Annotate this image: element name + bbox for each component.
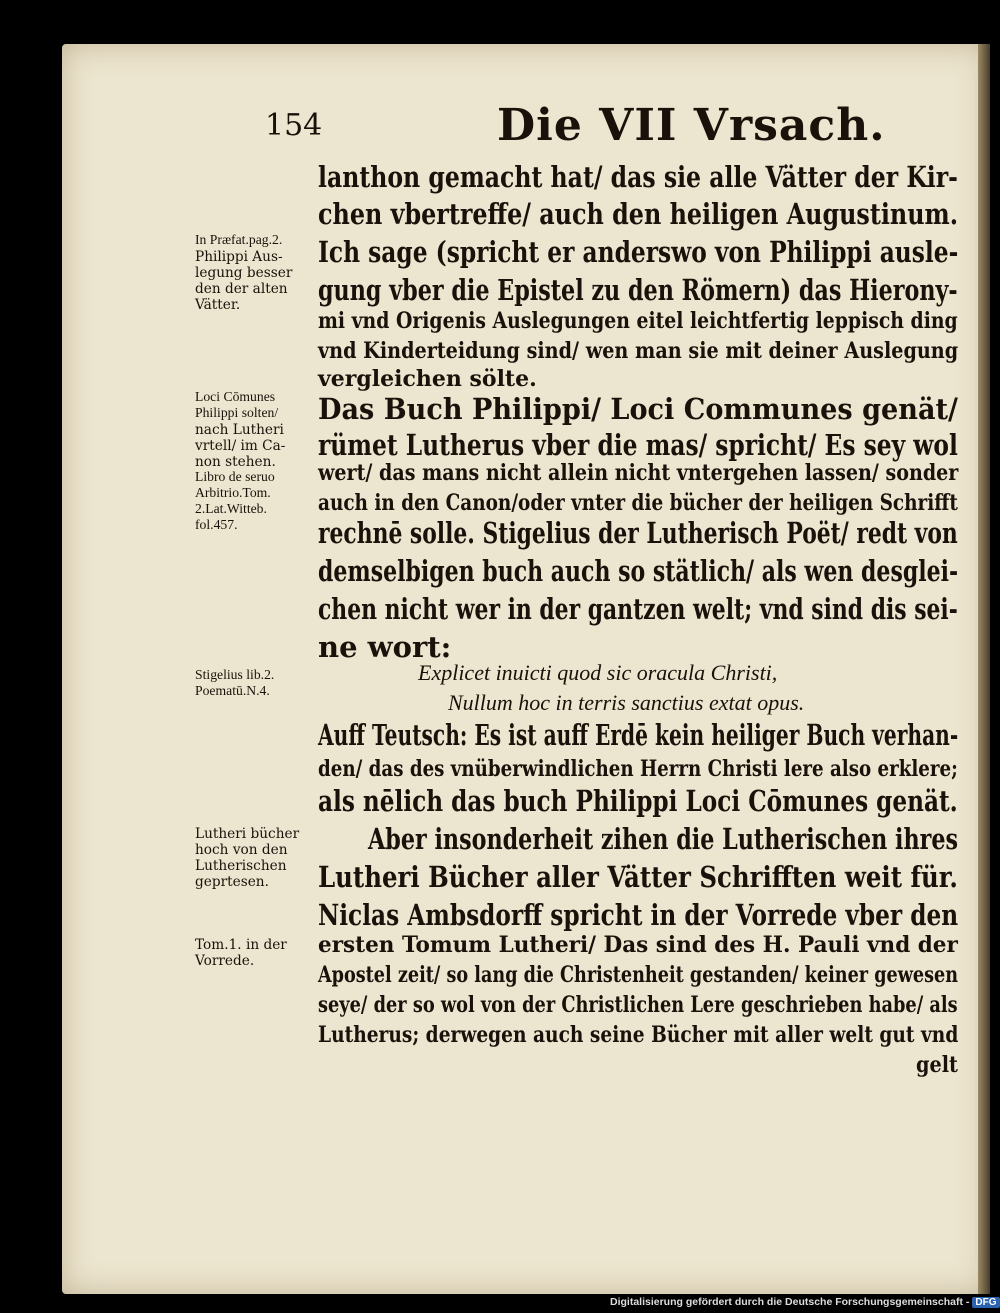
text-line: mi vnd Origenis Auslegungen eitel leichtfertig leppisch ding <box>318 308 958 334</box>
dfg-logo: DFG <box>972 1297 999 1308</box>
running-header: Die VII Vrsach. <box>497 100 886 151</box>
text-line: Aber insonderheit zihen die Lutherischen ihres <box>368 822 959 856</box>
page-number: 154 <box>265 108 323 143</box>
text-line: wert/ das mans nicht allein nicht vntergehen lassen/ sonder <box>318 460 959 486</box>
margin-note <box>195 668 320 700</box>
text-line: auch in den Canon/oder vnter die bücher der heiligen Schrifft <box>318 490 958 516</box>
text-line: Das Buch Philippi/ Loci Communes genät/ <box>318 392 958 426</box>
latin-verse: Explicet inuicti quod sic oracula Christi, <box>418 660 778 685</box>
text-line: chen nicht wer in der gantzen welt; vnd sind dis sei- <box>318 592 958 626</box>
margin-note <box>195 937 320 969</box>
text-line: ne wort: <box>318 630 452 664</box>
margin-note-line: In Præfat.pag.2. <box>195 233 283 248</box>
margin-note <box>195 826 320 890</box>
margin-note-line: Poematū.N.4. <box>195 684 270 699</box>
margin-note <box>195 390 320 534</box>
text-line: Niclas Ambsdorff spricht in der Vorrede vber den <box>318 898 959 932</box>
text-line: Lutherus; derwegen auch seine Bücher mit aller welt gut vnd <box>318 1022 959 1048</box>
margin-note-line: legung besser <box>195 265 293 281</box>
text-line: Ich sage (spricht er anderswo von Philippi ausle- <box>318 235 959 269</box>
latin-verse: Nullum hoc in terris sanctius extat opus. <box>448 690 805 715</box>
text-line: demselbigen buch auch so stätlich/ als wen desglei- <box>318 554 959 588</box>
text-line: Apostel zeit/ so lang die Christenheit gestanden/ keiner gewesen <box>318 962 959 988</box>
text-line: rümet Lutherus vber die mas/ spricht/ Es sey wol <box>318 428 958 462</box>
catchword: gelt <box>916 1052 958 1078</box>
margin-note-line: hoch von den <box>195 842 288 858</box>
footer-text: Digitalisierung gefördert durch die Deutsche Forschungsgemeinschaft - <box>610 1296 970 1308</box>
text-line: als nēlich das buch Philippi Loci Cōmunes genät. <box>318 784 958 818</box>
margin-note-line: Libro de seruo <box>195 470 275 485</box>
margin-note-line: Lutheri bücher <box>195 826 300 842</box>
margin-note-line: geprtesen. <box>195 874 269 890</box>
margin-note-line: fol.457. <box>195 518 238 533</box>
margin-note-line: vrtell/ im Ca- <box>195 438 286 454</box>
digitization-footer <box>610 1296 1000 1308</box>
text-line: lanthon gemacht hat/ das sie alle Vätter der Kir- <box>318 160 958 194</box>
margin-note-line: Philippi Aus- <box>195 249 283 265</box>
text-line: vergleichen sölte. <box>318 366 537 392</box>
text-line: gung vber die Epistel zu den Römern) das Hierony- <box>318 273 958 307</box>
margin-note-line: Arbitrio.Tom. <box>195 486 271 501</box>
margin-note-line: Vätter. <box>195 297 241 313</box>
text-line: den/ das des vnüberwindlichen Herrn Christi lere also erklere; <box>318 756 958 782</box>
margin-note-line: non stehen. <box>195 454 276 470</box>
margin-note-line: nach Lutheri <box>195 422 284 438</box>
margin-note-line: Tom.1. in der <box>195 937 287 953</box>
page-edge <box>978 44 990 1294</box>
text-line: chen vbertreffe/ auch den heiligen Augustinum. <box>318 197 959 231</box>
margin-note-line: den der alten <box>195 281 288 297</box>
text-line: seye/ der so wol von der Christlichen Lere geschrieben habe/ als <box>318 992 958 1018</box>
margin-note <box>195 233 320 313</box>
margin-note-line: Loci Cōmunes <box>195 390 276 405</box>
text-line: vnd Kinderteidung sind/ wen man sie mit deiner Auslegung <box>318 338 959 364</box>
text-line: rechnē solle. Stigelius der Lutherisch Poët/ redt von <box>318 516 958 550</box>
text-line: Lutheri Bücher aller Vätter Schrifften weit für. <box>318 860 958 894</box>
text-line: Auff Teutsch: Es ist auff Erdē kein heiliger Buch verhan- <box>318 718 959 752</box>
margin-note-line: Vorrede. <box>195 953 255 969</box>
margin-note-line: Philippi solten/ <box>195 406 279 421</box>
text-line: ersten Tomum Lutheri/ Das sind des H. Pauli vnd der <box>318 932 958 958</box>
margin-note-line: 2.Lat.Witteb. <box>195 502 267 517</box>
margin-note-line: Stigelius lib.2. <box>195 668 275 683</box>
margin-note-line: Lutherischen <box>195 858 287 874</box>
